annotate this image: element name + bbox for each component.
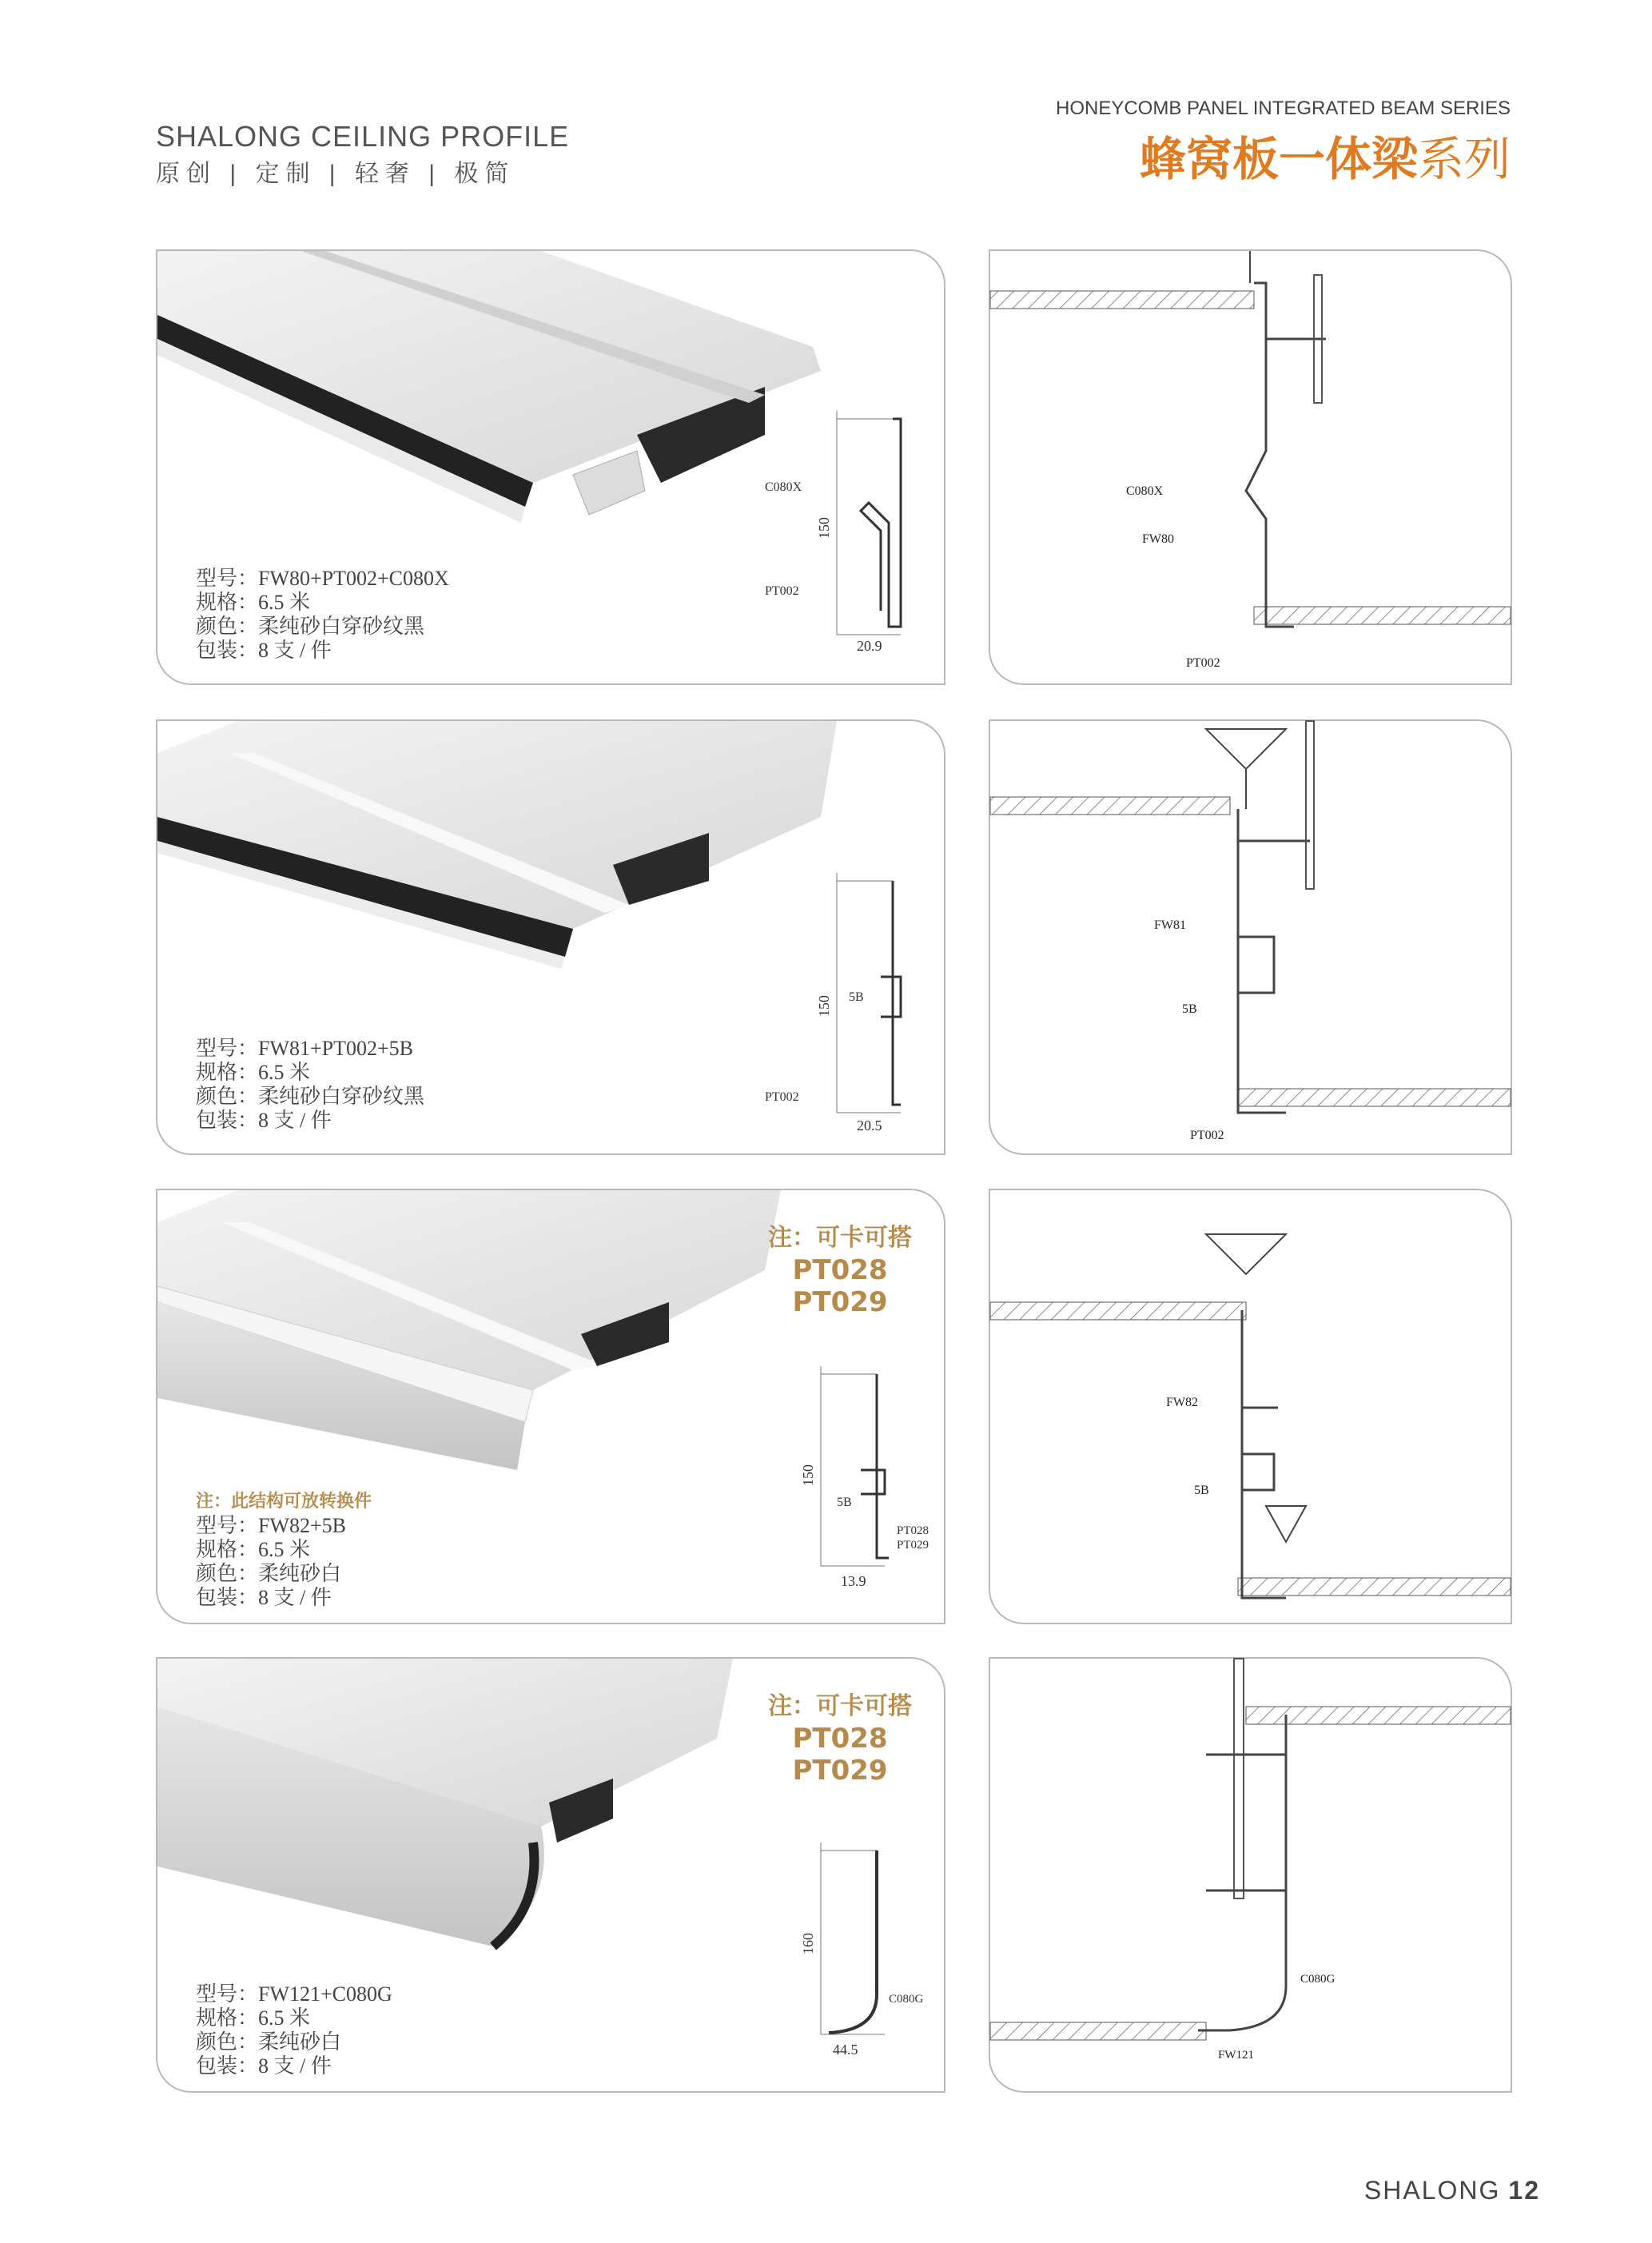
dim-height-2: 150	[816, 995, 832, 1017]
dim-width-4: 44.5	[833, 2042, 858, 2058]
install-label-pt002: PT002	[1190, 1129, 1224, 1142]
install-label-fw121: FW121	[1218, 2049, 1254, 2062]
install-label-fw80: FW80	[1142, 532, 1174, 546]
section-drawing-3	[797, 1366, 941, 1606]
dim-width-1: 20.9	[857, 638, 882, 654]
install-drawing-2	[990, 721, 1511, 1153]
install-card-4	[989, 1657, 1512, 2093]
spec-pack: 包装：8 支 / 件	[196, 2054, 332, 2078]
section-drawing-1	[765, 411, 941, 654]
spec-size: 规格：6.5 米	[196, 2006, 311, 2030]
note-pt028: PT028	[792, 1723, 888, 1755]
label-pt002: PT002	[765, 584, 799, 598]
spec-block-4	[196, 1982, 392, 2078]
install-card-1	[989, 249, 1512, 685]
install-label-c080x: C080X	[1126, 484, 1164, 498]
note-title: 注：可卡可搭	[768, 1692, 912, 1720]
spec-pack: 包装：8 支 / 件	[196, 1586, 332, 1609]
series-title-cn-light: 系列	[1417, 133, 1511, 185]
note-pt029: PT029	[792, 1286, 888, 1318]
product-photo-1	[157, 251, 877, 587]
install-card-2	[989, 719, 1512, 1155]
install-label-c080g: C080G	[1300, 1973, 1336, 1986]
spec-size: 规格：6.5 米	[196, 591, 311, 614]
note-structure: 注：此结构可放转换件	[196, 1492, 372, 1512]
footer-brand: SHALONG	[1363, 2176, 1501, 2205]
dim-height-4: 160	[800, 1933, 816, 1954]
dim-height-3: 150	[800, 1464, 816, 1486]
install-drawing-1	[990, 251, 1511, 683]
install-label-5b: 5B	[1194, 1484, 1209, 1497]
note-title: 注：可卡可搭	[768, 1224, 912, 1252]
install-label-pt002: PT002	[1186, 656, 1220, 670]
spec-color: 颜色：柔纯砂白穿砂纹黑	[196, 615, 425, 638]
spec-model: 型号：FW82+5B	[196, 1514, 347, 1537]
spec-block-3	[196, 1514, 346, 1610]
section-drawing-2	[765, 873, 941, 1137]
spec-pack: 包装：8 支 / 件	[196, 639, 332, 662]
install-card-3	[989, 1189, 1512, 1624]
install-drawing-3	[990, 1190, 1511, 1623]
spec-size: 规格：6.5 米	[196, 1538, 311, 1561]
product-photo-2	[157, 721, 877, 1057]
spec-color: 颜色：柔纯砂白	[196, 1562, 342, 1585]
spec-model: 型号：FW121+C080G	[196, 1982, 392, 2006]
product-card-2	[156, 719, 945, 1155]
brand-title: SHALONG CEILING PROFILE	[156, 120, 570, 153]
dim-width-3: 13.9	[841, 1573, 866, 1589]
label-pt002-2: PT002	[765, 1090, 799, 1104]
page-footer	[1364, 2176, 1540, 2205]
brand-slogan: 原创 | 定制 | 轻奢 | 极简	[156, 161, 516, 187]
spec-block-2	[196, 1037, 424, 1133]
install-label-5b: 5B	[1182, 1002, 1197, 1016]
page-number: 12	[1508, 2176, 1540, 2205]
label-pt029: PT029	[897, 1539, 929, 1552]
note-pt029: PT029	[792, 1755, 888, 1787]
note-mount-4	[768, 1691, 912, 1787]
product-card-4	[156, 1657, 945, 2093]
spec-size: 规格：6.5 米	[196, 1061, 311, 1084]
spec-color: 颜色：柔纯砂白穿砂纹黑	[196, 1085, 425, 1108]
dim-height-1: 150	[816, 517, 832, 539]
series-title-cn	[1140, 122, 1511, 189]
install-drawing-4	[990, 1659, 1511, 2091]
product-card-3	[156, 1189, 945, 1624]
label-c080x: C080X	[765, 480, 802, 494]
spec-block-1	[196, 567, 449, 663]
note-pt028: PT028	[792, 1254, 888, 1286]
install-label-fw82: FW82	[1166, 1396, 1198, 1409]
label-5b-3: 5B	[837, 1496, 852, 1509]
spec-pack: 包装：8 支 / 件	[196, 1109, 332, 1132]
spec-color: 颜色：柔纯砂白	[196, 2030, 342, 2054]
spec-model: 型号：FW81+PT002+5B	[196, 1037, 414, 1060]
section-drawing-4	[797, 1843, 941, 2074]
label-pt028: PT028	[897, 1524, 929, 1537]
label-5b: 5B	[849, 990, 864, 1004]
series-title-en: HONEYCOMB PANEL INTEGRATED BEAM SERIES	[1056, 98, 1511, 119]
note-mount-3	[768, 1222, 912, 1318]
install-label-fw81: FW81	[1154, 918, 1186, 932]
label-c080g: C080G	[889, 1993, 924, 2006]
spec-model: 型号：FW80+PT002+C080X	[196, 567, 449, 590]
product-card-1	[156, 249, 945, 685]
dim-width-2: 20.5	[857, 1118, 882, 1133]
series-title-cn-bold: 蜂窝板一体梁	[1139, 133, 1418, 185]
